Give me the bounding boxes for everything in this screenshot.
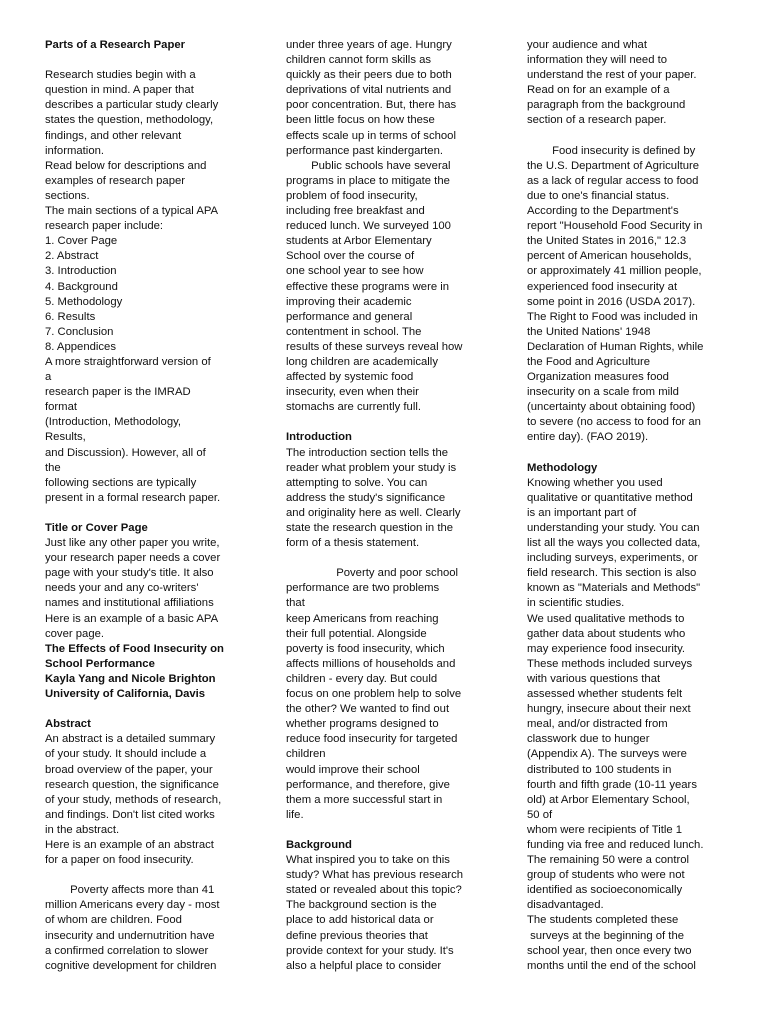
text-line: A more straightforward version of: [45, 355, 211, 368]
text-line: [286, 823, 489, 838]
text-line: findings, and other relevant: [45, 129, 182, 142]
text-line: or approximately 41 million people,: [527, 265, 702, 278]
section-heading: Methodology: [527, 461, 598, 474]
text-line: surveys at the beginning of the: [527, 929, 685, 942]
text-line: of whom are children. Food: [45, 914, 182, 927]
text-line: problem of food insecurity,: [286, 189, 418, 202]
text-column-3: [527, 38, 727, 974]
text-line: keep Americans from reaching: [286, 612, 439, 625]
text-line: fourth and fifth grade (10-11 years: [527, 778, 697, 791]
text-line: quickly as their peers due to both: [286, 69, 452, 82]
text-line: field research. This section is also: [527, 567, 697, 580]
text-line: research question, the significance: [45, 778, 219, 791]
text-line: percent of American households,: [527, 250, 692, 263]
section-heading: School Performance: [45, 657, 155, 670]
text-line: known as "Materials and Methods": [527, 582, 701, 595]
text-line: states the question, methodology,: [45, 114, 214, 127]
text-line: format: [45, 401, 78, 414]
text-line: the Food and Agriculture: [527, 355, 651, 368]
text-line: (Appendix A). The surveys were: [527, 748, 687, 761]
text-column-2: [286, 38, 489, 974]
text-line: a: [45, 371, 52, 384]
text-line: Food insecurity is defined by: [527, 144, 696, 157]
text-line: performance, and therefore, give: [286, 778, 450, 791]
text-line: 8. Appendices: [45, 340, 116, 353]
text-line: The remaining 50 were a control: [527, 854, 690, 867]
text-line: The background section is the: [286, 899, 437, 912]
text-line: Just like any other paper you write,: [45, 537, 220, 550]
text-line: The main sections of a typical APA: [45, 205, 219, 218]
text-line: group of students who were not: [527, 869, 685, 882]
text-line: Public schools have several: [286, 159, 451, 172]
section-heading: Title or Cover Page: [45, 522, 148, 534]
text-line: The Right to Food was included in: [527, 310, 698, 323]
text-line: that: [286, 597, 305, 610]
text-line: programs in place to mitigate the: [286, 174, 450, 187]
text-line: including surveys, experiments, or: [527, 552, 698, 565]
text-column-1: [45, 38, 247, 974]
text-line: distributed to 100 students in: [527, 763, 672, 776]
text-line: the U.S. Department of Agriculture: [527, 159, 700, 172]
text-line: affects millions of households and: [286, 657, 456, 670]
text-line: reduce food insecurity for targeted: [286, 733, 458, 746]
text-line: gather data about students who: [527, 627, 686, 640]
text-line: assessed whether students felt: [527, 688, 683, 701]
text-line: Here is an example of a basic APA: [45, 612, 219, 625]
text-line: and Discussion). However, all of: [45, 446, 206, 459]
text-line: them a more successful start in: [286, 793, 443, 806]
text-line: paragraph from the background: [527, 99, 686, 112]
text-line: and findings. Don't list cited works: [45, 808, 215, 821]
text-line: some point in 2016 (USDA 2017).: [527, 295, 696, 308]
text-line: (Introduction, Methodology,: [45, 416, 182, 429]
text-line: Research studies begin with a: [45, 69, 196, 82]
text-line: and originality here as well. Clearly: [286, 506, 461, 519]
text-line: is an important part of: [527, 506, 637, 519]
text-line: information.: [45, 144, 105, 157]
text-line: address the study's significance: [286, 491, 446, 504]
text-line: 6. Results: [45, 310, 96, 323]
text-line: one school year to see how: [286, 265, 424, 278]
text-line: 7. Conclusion: [45, 325, 114, 338]
text-line: insecurity on a scale from mild: [527, 386, 679, 399]
text-line: understand the rest of your paper.: [527, 69, 697, 82]
text-line: your research paper needs a cover: [45, 552, 221, 565]
text-line: According to the Department's: [527, 205, 679, 218]
text-line: [45, 53, 247, 68]
text-line: disadvantaged.: [527, 899, 604, 912]
text-line: The students completed these: [527, 914, 679, 927]
text-line: a confirmed correlation to slower: [45, 944, 209, 957]
text-line: cognitive development for children: [45, 959, 217, 972]
text-line: 4. Background: [45, 280, 118, 293]
text-line: under three years of age. Hungry: [286, 39, 452, 51]
text-line: children cannot form skills as: [286, 54, 432, 67]
text-line: understanding your study. You can: [527, 522, 700, 534]
text-line: form of a thesis statement.: [286, 537, 420, 550]
text-line: effective these programs were in: [286, 280, 450, 293]
text-line: [286, 551, 489, 566]
text-line: been little focus on how these: [286, 114, 435, 127]
text-line: Results,: [45, 431, 86, 444]
text-line: effects scale up in terms of school: [286, 129, 456, 142]
text-line: cover page.: [45, 627, 105, 640]
text-line: Knowing whether you used: [527, 476, 663, 489]
text-line: Here is an example of an abstract: [45, 838, 214, 851]
text-line: classwork due to hunger: [527, 733, 650, 746]
text-line: entire day). (FAO 2019).: [527, 431, 649, 444]
text-line: study? What has previous research: [286, 869, 464, 882]
text-line: to severe (no access to food for an: [527, 416, 701, 429]
text-line: for a paper on food insecurity.: [45, 854, 194, 867]
text-line: information they will need to: [527, 54, 668, 67]
section-heading: Background: [286, 838, 352, 851]
text-line: We used qualitative methods to: [527, 612, 685, 625]
text-line: 3. Introduction: [45, 265, 117, 278]
section-heading: University of California, Davis: [45, 688, 206, 701]
text-line: as a lack of regular access to food: [527, 174, 699, 187]
text-line: list all the ways you collected data,: [527, 537, 701, 550]
text-line: may experience food insecurity.: [527, 642, 686, 655]
text-line: Poverty affects more than 41: [45, 884, 215, 897]
text-line: long children are academically: [286, 355, 438, 368]
text-line: The introduction section tells the: [286, 446, 449, 459]
text-line: (uncertainty about obtaining food): [527, 401, 696, 414]
text-line: following sections are typically: [45, 476, 197, 489]
text-line: hungry, insecure about their next: [527, 703, 691, 716]
text-line: contentment in school. The: [286, 325, 422, 338]
text-line: Read below for descriptions and: [45, 159, 207, 172]
text-line: whether programs designed to: [286, 718, 439, 731]
text-line: in scientific studies.: [527, 597, 625, 610]
text-line: children: [286, 748, 326, 761]
text-line: state the research question in the: [286, 522, 454, 534]
text-line: examples of research paper: [45, 174, 186, 187]
text-line: What inspired you to take on this: [286, 854, 450, 867]
section-heading: Abstract: [45, 718, 91, 731]
text-line: with various questions that: [527, 672, 661, 685]
text-line: names and institutional affiliations: [45, 597, 214, 610]
text-line: page with your study's title. It also: [45, 567, 214, 580]
section-heading: Introduction: [286, 431, 352, 444]
text-line: report "Household Food Security in: [527, 220, 703, 233]
text-line: identified as socioeconomically: [527, 884, 683, 897]
text-line: insecurity and undernutrition have: [45, 929, 215, 942]
text-line: million Americans every day - most: [45, 899, 220, 912]
text-line: insecurity, even when their: [286, 386, 419, 399]
text-line: old) at Arbor Elementary School,: [527, 793, 690, 806]
text-line: section of a research paper.: [527, 114, 667, 127]
text-line: reader what problem your study is: [286, 461, 457, 474]
text-line: of your study. It should include a: [45, 748, 207, 761]
text-line: stomachs are currently full.: [286, 401, 421, 414]
text-line: 5. Methodology: [45, 295, 123, 308]
text-line: of your study, methods of research,: [45, 793, 222, 806]
text-line: the United Nations' 1948: [527, 325, 651, 338]
text-line: affected by systemic food: [286, 371, 414, 384]
text-line: [527, 129, 727, 144]
text-line: funding via free and reduced lunch.: [527, 838, 704, 851]
text-line: needs your and any co-writers': [45, 582, 199, 595]
text-line: [527, 446, 727, 461]
text-line: poverty is food insecurity, which: [286, 642, 445, 655]
text-line: attempting to solve. You can: [286, 476, 428, 489]
text-line: Read on for an example of a: [527, 84, 670, 97]
text-line: provide context for your study. It's: [286, 944, 454, 957]
text-line: experienced food insecurity at: [527, 280, 678, 293]
text-line: [45, 702, 247, 717]
text-line: Organization measures food: [527, 371, 669, 384]
text-line: performance past kindergarten.: [286, 144, 443, 157]
text-line: question in mind. A paper that: [45, 84, 194, 97]
text-line: 1. Cover Page: [45, 235, 118, 248]
text-line: place to add historical data or: [286, 914, 434, 927]
section-heading: Parts of a Research Paper: [45, 39, 186, 51]
text-line: their full potential. Alongside: [286, 627, 427, 640]
text-line: qualitative or quantitative method: [527, 491, 693, 504]
text-line: focus on one problem help to solve: [286, 688, 462, 701]
text-line: performance and general: [286, 310, 413, 323]
text-line: results of these surveys reveal how: [286, 340, 463, 353]
text-line: in the abstract.: [45, 823, 120, 836]
text-line: children - every day. But could: [286, 672, 438, 685]
text-line: your audience and what: [527, 39, 647, 51]
text-line: [45, 506, 247, 521]
text-line: due to one's financial status.: [527, 189, 670, 202]
text-line: stated or revealed about this topic?: [286, 884, 462, 897]
section-heading: Kayla Yang and Nicole Brighton: [45, 672, 216, 685]
text-line: reduced lunch. We surveyed 100: [286, 220, 451, 233]
text-line: students at Arbor Elementary: [286, 235, 432, 248]
text-line: the United States in 2016," 12.3: [527, 235, 687, 248]
text-line: the other? We wanted to find out: [286, 703, 450, 716]
text-line: define previous theories that: [286, 929, 428, 942]
text-line: sections.: [45, 189, 90, 202]
text-line: present in a formal research paper.: [45, 491, 221, 504]
text-line: deprivations of vital nutrients and: [286, 84, 452, 97]
text-line: School over the course of: [286, 250, 415, 263]
text-line: Poverty and poor school: [286, 567, 459, 580]
text-line: months until the end of the school: [527, 959, 696, 972]
text-line: broad overview of the paper, your: [45, 763, 213, 776]
text-line: meal, and/or distracted from: [527, 718, 668, 731]
text-line: An abstract is a detailed summary: [45, 733, 216, 746]
text-line: describes a particular study clearly: [45, 99, 219, 112]
text-line: poor concentration. But, there has: [286, 99, 457, 112]
text-line: [286, 415, 489, 430]
text-line: life.: [286, 808, 304, 821]
text-line: research paper include:: [45, 220, 164, 233]
text-line: These methods included surveys: [527, 657, 693, 670]
text-line: whom were recipients of Title 1: [527, 823, 683, 836]
text-line: the: [45, 461, 61, 474]
text-line: Declaration of Human Rights, while: [527, 340, 704, 353]
text-line: [45, 868, 247, 883]
text-line: would improve their school: [286, 763, 420, 776]
text-line: including free breakfast and: [286, 205, 425, 218]
text-line: research paper is the IMRAD: [45, 386, 191, 399]
text-line: school year, then once every two: [527, 944, 692, 957]
text-line: improving their academic: [286, 295, 412, 308]
text-line: performance are two problems: [286, 582, 440, 595]
section-heading: The Effects of Food Insecurity on: [45, 642, 224, 655]
text-line: 2. Abstract: [45, 250, 99, 263]
text-line: also a helpful place to consider: [286, 959, 442, 972]
text-line: 50 of: [527, 808, 553, 821]
